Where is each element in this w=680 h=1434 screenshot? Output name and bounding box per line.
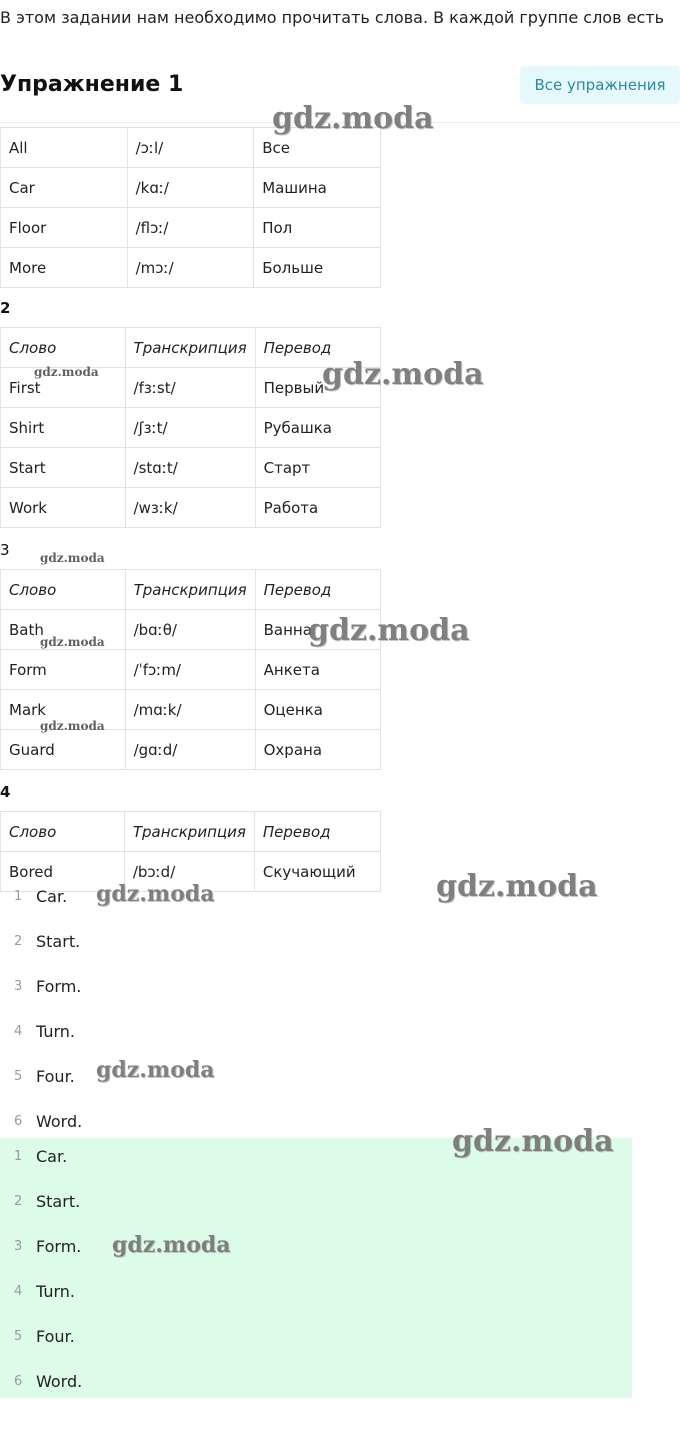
word-cell: Work [1,488,126,528]
table-row [1,610,381,650]
item-number: 4 [14,1284,23,1299]
table-row [1,448,381,488]
item-text: Word. [36,1372,83,1391]
table-header-row [1,570,381,610]
watermark: gdz.moda [436,869,598,904]
watermark: gdz.moda [34,365,99,379]
vocab-table-1 [0,127,381,288]
watermark: gdz.moda [40,719,105,733]
item-text: Four. [36,1327,75,1346]
column-header-word: Слово [1,570,126,610]
word-cell: Mark [1,690,126,730]
column-header-translation: Перевод [255,328,380,368]
transcription-cell: /wɜːk/ [125,488,255,528]
transcription-cell: /gɑːd/ [125,730,255,770]
word-cell: Bored [1,852,125,892]
watermark: gdz.moda [112,1232,231,1258]
table-header-row [1,328,381,368]
intro-text: В этом задании нам необходимо прочитать слова. В каждой группе слов есть [0,8,664,27]
transcription-cell: /ɔːl/ [127,128,254,168]
item-text: Form. [36,1237,82,1256]
vocab-table-4 [0,811,381,892]
column-header-transcription: Транскрипция [125,570,255,610]
word-cell: Form [1,650,126,690]
translation-cell: Больше [254,248,381,288]
watermark: gdz.moda [40,551,105,565]
item-text: Car. [36,887,68,906]
column-header-word: Слово [1,328,126,368]
item-text: Turn. [36,1022,76,1041]
vocab-table-2 [0,327,381,528]
column-header-word: Слово [1,812,125,852]
word-cell: First [1,368,126,408]
translation-cell: Охрана [255,730,380,770]
word-cell: Car [1,168,128,208]
vocab-table-3 [0,569,381,770]
highlighted-answers-list [0,1124,632,1398]
table-row [1,248,381,288]
translation-cell: Оценка [255,690,380,730]
word-cell: Guard [1,730,126,770]
translation-cell: Первый [255,368,380,408]
watermark: gdz.moda [40,635,105,649]
table-header-row [1,812,381,852]
table-row [1,650,381,690]
word-cell: Start [1,448,126,488]
item-text: Start. [36,1192,81,1211]
column-header-transcription: Транскрипция [124,812,254,852]
table-row [1,690,381,730]
transcription-cell: /bɔːd/ [124,852,254,892]
group-label: 3 [0,541,10,559]
item-text: Four. [36,1067,75,1086]
item-text: Car. [36,1147,68,1166]
translation-cell: Машина [254,168,381,208]
vocabulary-tables[interactable] [0,101,680,881]
exercise-header [0,62,680,123]
table-row [1,208,381,248]
watermark: gdz.moda [322,357,484,392]
transcription-cell: /mɔː/ [127,248,254,288]
item-number: 3 [14,979,23,994]
item-number: 1 [14,1149,23,1164]
column-header-translation: Перевод [254,812,380,852]
all-exercises-button[interactable]: Все упражнения [520,66,680,104]
column-header-translation: Перевод [255,570,380,610]
translation-cell: Анкета [255,650,380,690]
item-number: 1 [14,889,23,904]
translation-cell: Работа [255,488,380,528]
column-header-transcription: Транскрипция [125,328,255,368]
translation-cell: Пол [254,208,381,248]
transcription-cell: /kɑː/ [127,168,254,208]
item-number: 4 [14,1024,23,1039]
group-label: 2 [0,299,11,317]
watermark: gdz.moda [452,1124,614,1159]
page-title: Упражнение 1 [0,72,184,97]
transcription-cell: /ˈfɔːm/ [125,650,255,690]
watermark: gdz.moda [308,613,470,648]
word-cell: More [1,248,128,288]
transcription-cell: /ʃɜːt/ [125,408,255,448]
item-number: 2 [14,934,23,949]
table-row [1,368,381,408]
transcription-cell: /fɜːst/ [125,368,255,408]
translation-cell: Ванна [255,610,380,650]
watermark: gdz.moda [96,1057,215,1083]
item-number: 5 [14,1069,23,1084]
table-row [1,730,381,770]
translation-cell: Старт [255,448,380,488]
translation-cell: Скучающий [254,852,380,892]
item-text: Turn. [36,1282,76,1301]
watermark: gdz.moda [96,881,215,907]
table-row [1,128,381,168]
translation-cell: Рубашка [255,408,380,448]
group-label: 4 [0,783,11,801]
transcription-cell: /bɑːθ/ [125,610,255,650]
transcription-cell: /mɑːk/ [125,690,255,730]
table-row [1,168,381,208]
item-number: 6 [14,1374,23,1389]
table-row [1,408,381,448]
table-row [1,488,381,528]
item-number: 6 [14,1114,23,1129]
item-text: Form. [36,977,82,996]
translation-cell: Все [254,128,381,168]
transcription-cell: /stɑːt/ [125,448,255,488]
item-text: Word. [36,1112,83,1131]
word-cell: Shirt [1,408,126,448]
watermark: gdz.moda [272,101,434,136]
item-text: Start. [36,932,81,951]
item-number: 2 [14,1194,23,1209]
word-cell: Floor [1,208,128,248]
word-cell: Bath [1,610,126,650]
word-cell: All [1,128,128,168]
item-number: 5 [14,1329,23,1344]
item-number: 3 [14,1239,23,1254]
transcription-cell: /flɔː/ [127,208,254,248]
